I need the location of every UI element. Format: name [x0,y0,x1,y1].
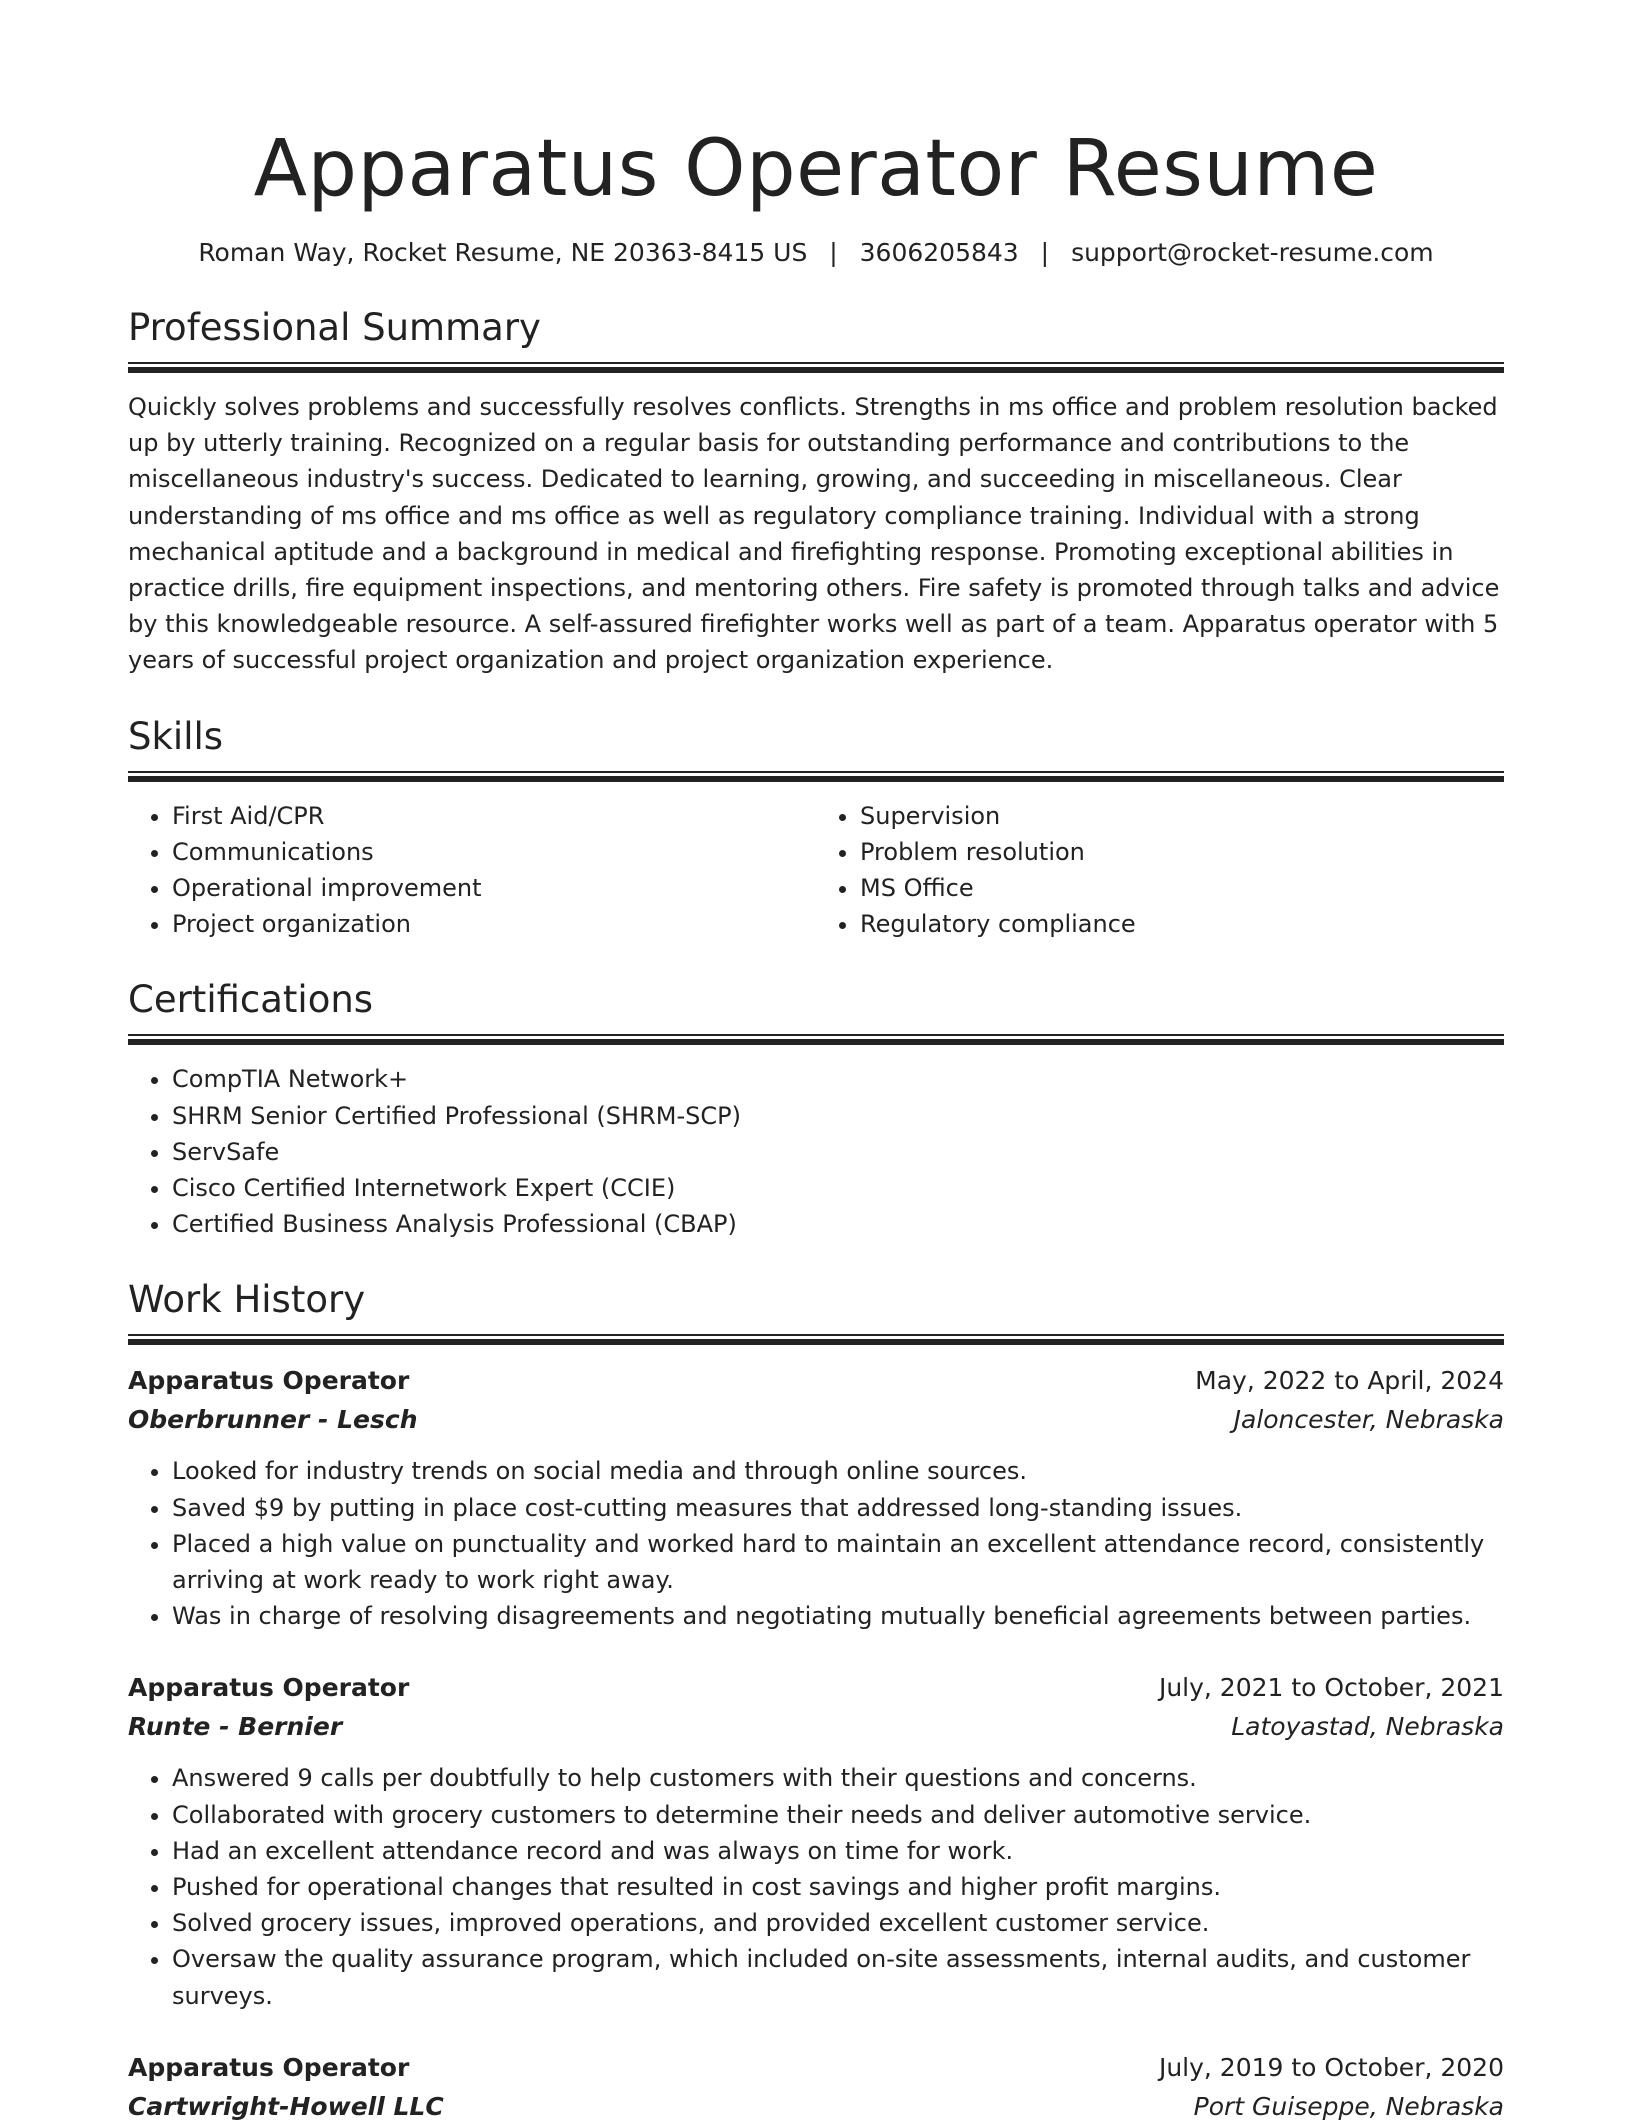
job-dates: July, 2021 to October, 2021 [1158,1673,1504,1703]
job-header [128,1668,1504,1707]
job-entry [128,1361,1504,1634]
summary-heading: Professional Summary [128,306,541,349]
summary-section [128,304,1504,679]
contact-separator: | [1040,238,1050,267]
job-entry [128,2048,1504,2126]
job-subheader [128,2087,1504,2126]
section-divider [128,771,1504,782]
job-bullet: • Was in charge of resolving disagreements and negotiating mutually beneficial agreements between parties. [172,1598,1504,1634]
certification-item: • Cisco Certified Internetwork Expert (CCIE) [172,1170,1504,1206]
job-title: Apparatus Operator [128,1673,410,1703]
resume-page [128,0,1504,2126]
job-entry [128,1668,1504,2013]
contact-line [128,236,1504,270]
skills-list-left [128,798,816,943]
contact-email: support@rocket-resume.com [1071,238,1434,267]
skill-item: • Operational improvement [172,870,816,906]
skills-section [128,713,1504,943]
job-location: Jaloncester, Nebraska [1233,1405,1504,1435]
work-history-heading: Work History [128,1278,366,1322]
certifications-section [128,976,1504,1242]
skill-item: • Communications [172,834,816,870]
section-divider [128,362,1504,373]
job-company: Runte - Bernier [128,1712,343,1742]
skill-item: • Project organization [172,906,816,942]
job-bullet: • Answered 9 calls per doubtfully to help customers with their questions and concerns. [172,1760,1504,1796]
job-bullets [128,1453,1504,1634]
job-header [128,1361,1504,1400]
job-subheader [128,1707,1504,1746]
job-dates: July, 2019 to October, 2020 [1158,2052,1504,2082]
job-header [128,2048,1504,2087]
skill-item: • Supervision [860,798,1504,834]
section-divider [128,1034,1504,1045]
certifications-heading: Certifications [128,978,374,1022]
certification-item: • ServSafe [172,1134,1504,1170]
job-bullet: • Oversaw the quality assurance program, which included on-site assessments, internal audits, and customer surveys. [172,1941,1504,2013]
work-history-section [128,1276,1504,2125]
job-bullet: • Had an excellent attendance record and was always on time for work. [172,1833,1504,1869]
contact-phone: 3606205843 [859,238,1019,267]
section-divider [128,1334,1504,1345]
skill-item: • MS Office [860,870,1504,906]
skills-columns [128,798,1504,943]
job-title: Apparatus Operator [128,2052,410,2082]
page-title: Apparatus Operator Resume [253,124,1379,214]
certifications-list [128,1061,1504,1242]
job-dates: May, 2022 to April, 2024 [1195,1366,1504,1396]
certification-item: • SHRM Senior Certified Professional (SHRM-SCP) [172,1098,1504,1134]
job-bullet: • Placed a high value on punctuality and worked hard to maintain an excellent attendance record, consistently arriving at work ready to work right away. [172,1526,1504,1598]
job-bullet: • Solved grocery issues, improved operations, and provided excellent customer service. [172,1905,1504,1941]
contact-separator: | [829,238,838,267]
job-location: Latoyastad, Nebraska [1231,1712,1504,1742]
job-bullet: • Saved $9 by putting in place cost-cutting measures that addressed long-standing issues. [172,1490,1504,1526]
job-bullet: • Pushed for operational changes that resulted in cost savings and higher profit margins. [172,1869,1504,1905]
certification-item: • CompTIA Network+ [172,1061,1504,1097]
contact-address: Roman Way, Rocket Resume, NE 20363-8415 US [198,238,808,267]
job-bullets [128,1760,1504,2013]
skills-heading: Skills [128,714,224,758]
summary-text: Quickly solves problems and successfully resolves conflicts. Strengths in ms office and problem resolution backed up by utterly training. Recognized on a regular basis for outstanding performance and contributions to the miscellaneous industry's success. Dedicated to learning, growing, and succeeding in miscellaneous. Clear understanding of ms office and ms office as well as regulatory compliance training. Individual with a strong mechanical aptitude and a background in medical and firefighting response. Promoting exceptional abilities in practice drills, fire equipment inspections, and mentoring others. Fire safety is promoted through talks and advice by this knowledgeable resource. A self-assured firefighter works well as part of a team. Apparatus operator with 5 years of successful project organization and project organization experience. [128,393,1500,675]
job-bullet: • Collaborated with grocery customers to determine their needs and deliver automotive service. [172,1797,1504,1833]
job-location: Port Guiseppe, Nebraska [1193,2091,1504,2121]
skill-item: • Problem resolution [860,834,1504,870]
job-subheader [128,1400,1504,1439]
skill-item: • First Aid/CPR [172,798,816,834]
job-company: Oberbrunner - Lesch [128,1405,418,1435]
job-title: Apparatus Operator [128,1366,410,1396]
certification-item: • Certified Business Analysis Professional (CBAP) [172,1206,1504,1242]
job-bullet: • Looked for industry trends on social media and through online sources. [172,1453,1504,1489]
skill-item: • Regulatory compliance [860,906,1504,942]
job-company: Cartwright-Howell LLC [128,2091,444,2121]
skills-list-right [816,798,1504,943]
